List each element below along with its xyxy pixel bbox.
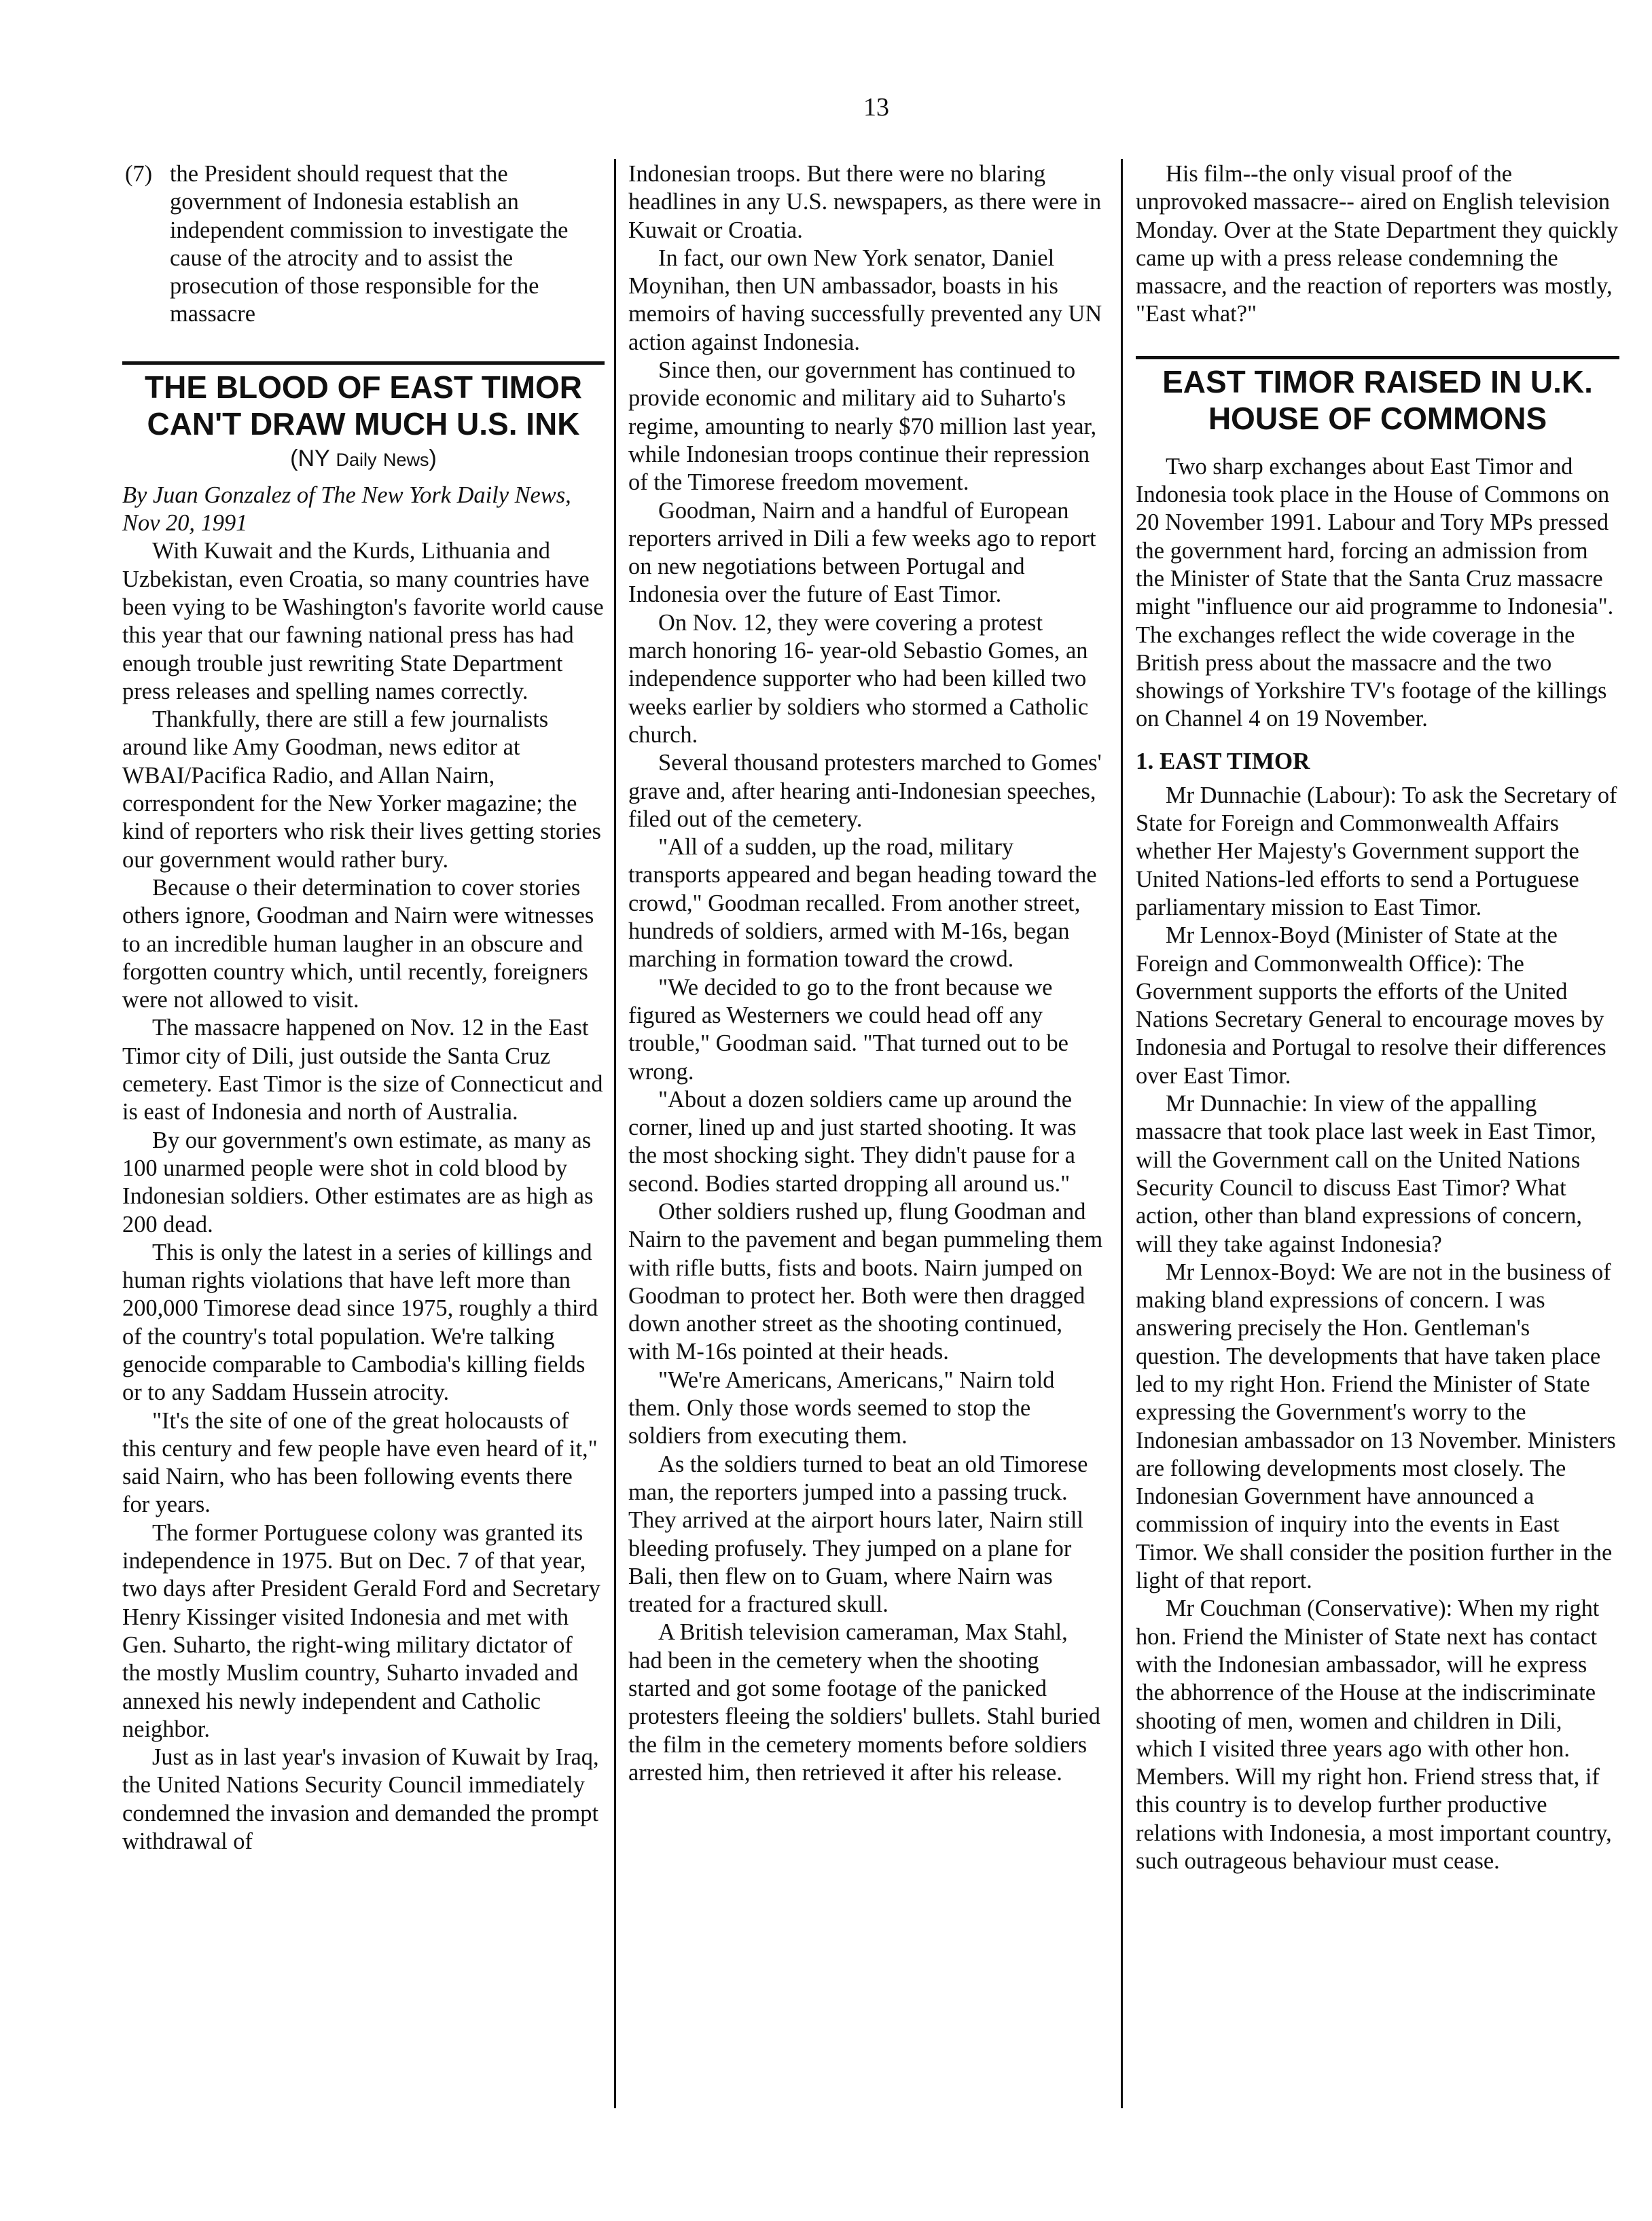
list-text: the President should request that the government of Indonesia establish an independent commission to investigate the cause of the atrocity and to assist the prosecution of those responsible for the massacre	[170, 161, 569, 327]
article-paragraph: Mr Lennox-Boyd: We are not in the business of making bland expressions of concern. I was answering precisely the Hon. Gentleman's question. The developments that have taken place led to my right Hon. Friend the Minister of State expressing the Government's worry to the Indonesian ambassador on 13 November. Ministers are following developments most closely. The Indonesian Government have announced a commission of inquiry into the events in East Timor. We shall consider the position further in the light of that report.	[1136, 1259, 1616, 1594]
article-paragraph-continued: Indonesian troops. But there were no blaring headlines in any U.S. newspapers, as there were in Kuwait or Croatia.	[628, 161, 1102, 243]
article-byline: By Juan Gonzalez of The New York Daily News, Nov 20, 1991	[122, 482, 571, 537]
article-paragraph: Several thousand protesters marched to Gomes' grave and, after hearing anti-Indonesian speeches, filed out of the cemetery.	[628, 750, 1102, 832]
list-number: (7)	[125, 161, 153, 187]
article-paragraph: The massacre happened on Nov. 12 in the East Timor city of Dili, just outside the Santa Cruz cemetery. East Timor is the size of Connecticut and is east of Indonesia and north of Australia.	[122, 1015, 603, 1125]
article-paragraph: Since then, our government has continued to provide economic and military aid to Suharto's regime, amounting to nearly $70 million last year, while Indonesian troops continue their repression of the Timorese freedom movement.	[628, 357, 1097, 496]
article-paragraph: This is only the latest in a series of killings and human rights violations that have left more than 200,000 Timorese dead since 1975, roughly a third of the country's total population. We're talking genocide comparable to Cambodia's killing fields or to any Saddam Hussein atrocity.	[122, 1239, 598, 1406]
section-heading-east-timor: 1. EAST TIMOR	[1136, 747, 1310, 774]
column-divider-right	[1121, 159, 1123, 2108]
article-headline-house-of-commons: EAST TIMOR RAISED IN U.K. HOUSE OF COMMONS	[1162, 363, 1593, 436]
article-paragraph: "All of a sudden, up the road, military transports appeared and began heading toward the crowd," Goodman recalled. From another street, hundreds of soldiers, armed with M-16s, began marching in formation toward the crowd.	[628, 834, 1097, 973]
article-paragraph: "About a dozen soldiers came up around the corner, lined up and just started shooting. It was the most shocking sight. They didn't pause for a second. Bodies started dropping all around us."	[628, 1086, 1077, 1197]
article-paragraph: Mr Couchman (Conservative): When my right hon. Friend the Minister of State next has contact with the Indonesian ambassador, will he express the abhorrence of the House at the indiscriminate shooting of men, women and children in Dili, which I visited three years ago with other hon. Members. Will my right hon. Friend stress that, if this country is to develop further productive relations with Indonesia, a most important country, such outrageous behaviour must cease.	[1136, 1595, 1612, 1875]
article-paragraph: Just as in last year's invasion of Kuwait by Iraq, the United Nations Security Council immediately condemned the invasion and demanded the prompt withdrawal of	[122, 1744, 599, 1855]
article-paragraph: Thankfully, there are still a few journalists around like Amy Goodman, news editor at WBAI/Pacifica Radio, and Allan Nairn, correspondent for the New Yorker magazine; the kind of reporters who risk their lives getting stories our government would rather bury.	[122, 706, 601, 873]
article-intro: Two sharp exchanges about East Timor and Indonesia took place in the House of Commons on 20 November 1991. Labour and Tory MPs pressed the government hard, forcing an admission from the Minister of State that the Santa Cruz massacre might "influence our aid programme to Indonesia". The exchanges reflect the wide coverage in the British press about the massacre and the two showings of Yorkshire TV's footage of the killings on Channel 4 on 19 November.	[1136, 453, 1614, 732]
article-paragraph: Mr Dunnachie (Labour): To ask the Secretary of State for Foreign and Commonwealth Affairs whether Her Majesty's Government support the United Nations-led efforts to send a Portuguese parliamentary mission to East Timor.	[1136, 782, 1617, 920]
article-paragraph: Goodman, Nairn and a handful of European reporters arrived in Dili a few weeks ago to report on new negotiations between Portugal and Indonesia over the future of East Timor.	[628, 497, 1096, 608]
article-source: (NY Daily News)	[290, 445, 437, 471]
recommendation-item-7	[125, 160, 605, 329]
column-left	[122, 160, 605, 1856]
section-divider	[1136, 356, 1619, 359]
article-paragraph: By our government's own estimate, as many as 100 unarmed people were shot in cold blood by Indonesian soldiers. Other estimates are as high as 200 dead.	[122, 1127, 594, 1238]
article-paragraph: A British television cameraman, Max Stahl, had been in the cemetery when the shooting started and got some footage of the panicked protesters fleeing the soldiers' bullets. Stahl buried the film in the cemetery moments before soldiers arrested him, then retrieved it after his release.	[628, 1619, 1100, 1786]
article-paragraph: Because o their determination to cover stories others ignore, Goodman and Nairn were witnesses to an incredible human laugher in an obscure and forgotten country which, until recently, foreigners were not allowed to visit.	[122, 874, 594, 1013]
article-paragraph: Mr Dunnachie: In view of the appalling massacre that took place last week in East Timor, will the Government call on the United Nations Security Council to discuss East Timor? What action, other than bland expressions of concern, will they take against Indonesia?	[1136, 1091, 1596, 1257]
article-paragraph: Other soldiers rushed up, flung Goodman and Nairn to the pavement and began pummeling them with rifle butts, fists and boots. Nairn jumped on Goodman to protect her. Both were then dragged down another street as the shooting continued, with M-16s pointed at their heads.	[628, 1198, 1103, 1365]
article-headline-east-timor-ink: THE BLOOD OF EAST TIMOR CAN'T DRAW MUCH U.S. INK	[145, 369, 582, 441]
article-paragraph: "It's the site of one of the great holocausts of this century and few people have even heard of it," said Nairn, who has been following events there for years.	[122, 1407, 598, 1518]
article-paragraph: "We're Americans, Americans," Nairn told them. Only those words seemed to stop the soldiers from executing them.	[628, 1367, 1055, 1449]
page-number: 13	[863, 93, 889, 122]
article-paragraph: In fact, our own New York senator, Daniel Moynihan, then UN ambassador, boasts in his memoirs of having successfully prevented any UN action against Indonesia.	[628, 245, 1102, 355]
article-paragraph: The former Portuguese colony was granted its independence in 1975. But on Dec. 7 of that year, two days after President Gerald Ford and Secretary Henry Kissinger visited Indonesia and met with Gen. Suharto, the right-wing military dictator of the mostly Muslim country, Suharto invaded and annexed his newly independent and Catholic neighbor.	[122, 1519, 600, 1742]
article-paragraph: With Kuwait and the Kurds, Lithuania and Uzbekistan, even Croatia, so many countries have been vying to be Washington's favorite world cause this year that our fawning national press has had enough trouble just rewriting State Department press releases and spelling names correctly.	[122, 538, 604, 704]
article-paragraph: On Nov. 12, they were covering a protest march honoring 16- year-old Sebastio Gomes, an independence supporter who had been killed two weeks earlier by soldiers who stormed a Catholic church.	[628, 609, 1089, 748]
column-divider-left	[614, 159, 616, 2108]
article-paragraph: Mr Lennox-Boyd (Minister of State at the Foreign and Commonwealth Office): The Government supports the efforts of the United Nations Secretary General to encourage moves by Indonesia and Portugal to resolve their differences over East Timor.	[1136, 922, 1606, 1089]
column-right	[1136, 160, 1619, 1875]
column-middle	[628, 160, 1104, 1787]
article-paragraph-continued: His film--the only visual proof of the unprovoked massacre-- aired on English television Monday. Over at the State Department they quickly came up with a press release condemning the massacre, and the reaction of reporters was mostly, "East what?"	[1136, 161, 1619, 327]
section-divider	[122, 361, 605, 365]
article-paragraph: "We decided to go to the front because we figured as Westerners we could head off any trouble," Goodman said. "That turned out to be wrong.	[628, 974, 1069, 1085]
article-paragraph: As the soldiers turned to beat an old Timorese man, the reporters jumped into a passing truck. They arrived at the airport hours later, Nairn still bleeding profusely. They jumped on a plane for Bali, then flew on to Guam, where Nairn was treated for a fractured skull.	[628, 1451, 1088, 1618]
